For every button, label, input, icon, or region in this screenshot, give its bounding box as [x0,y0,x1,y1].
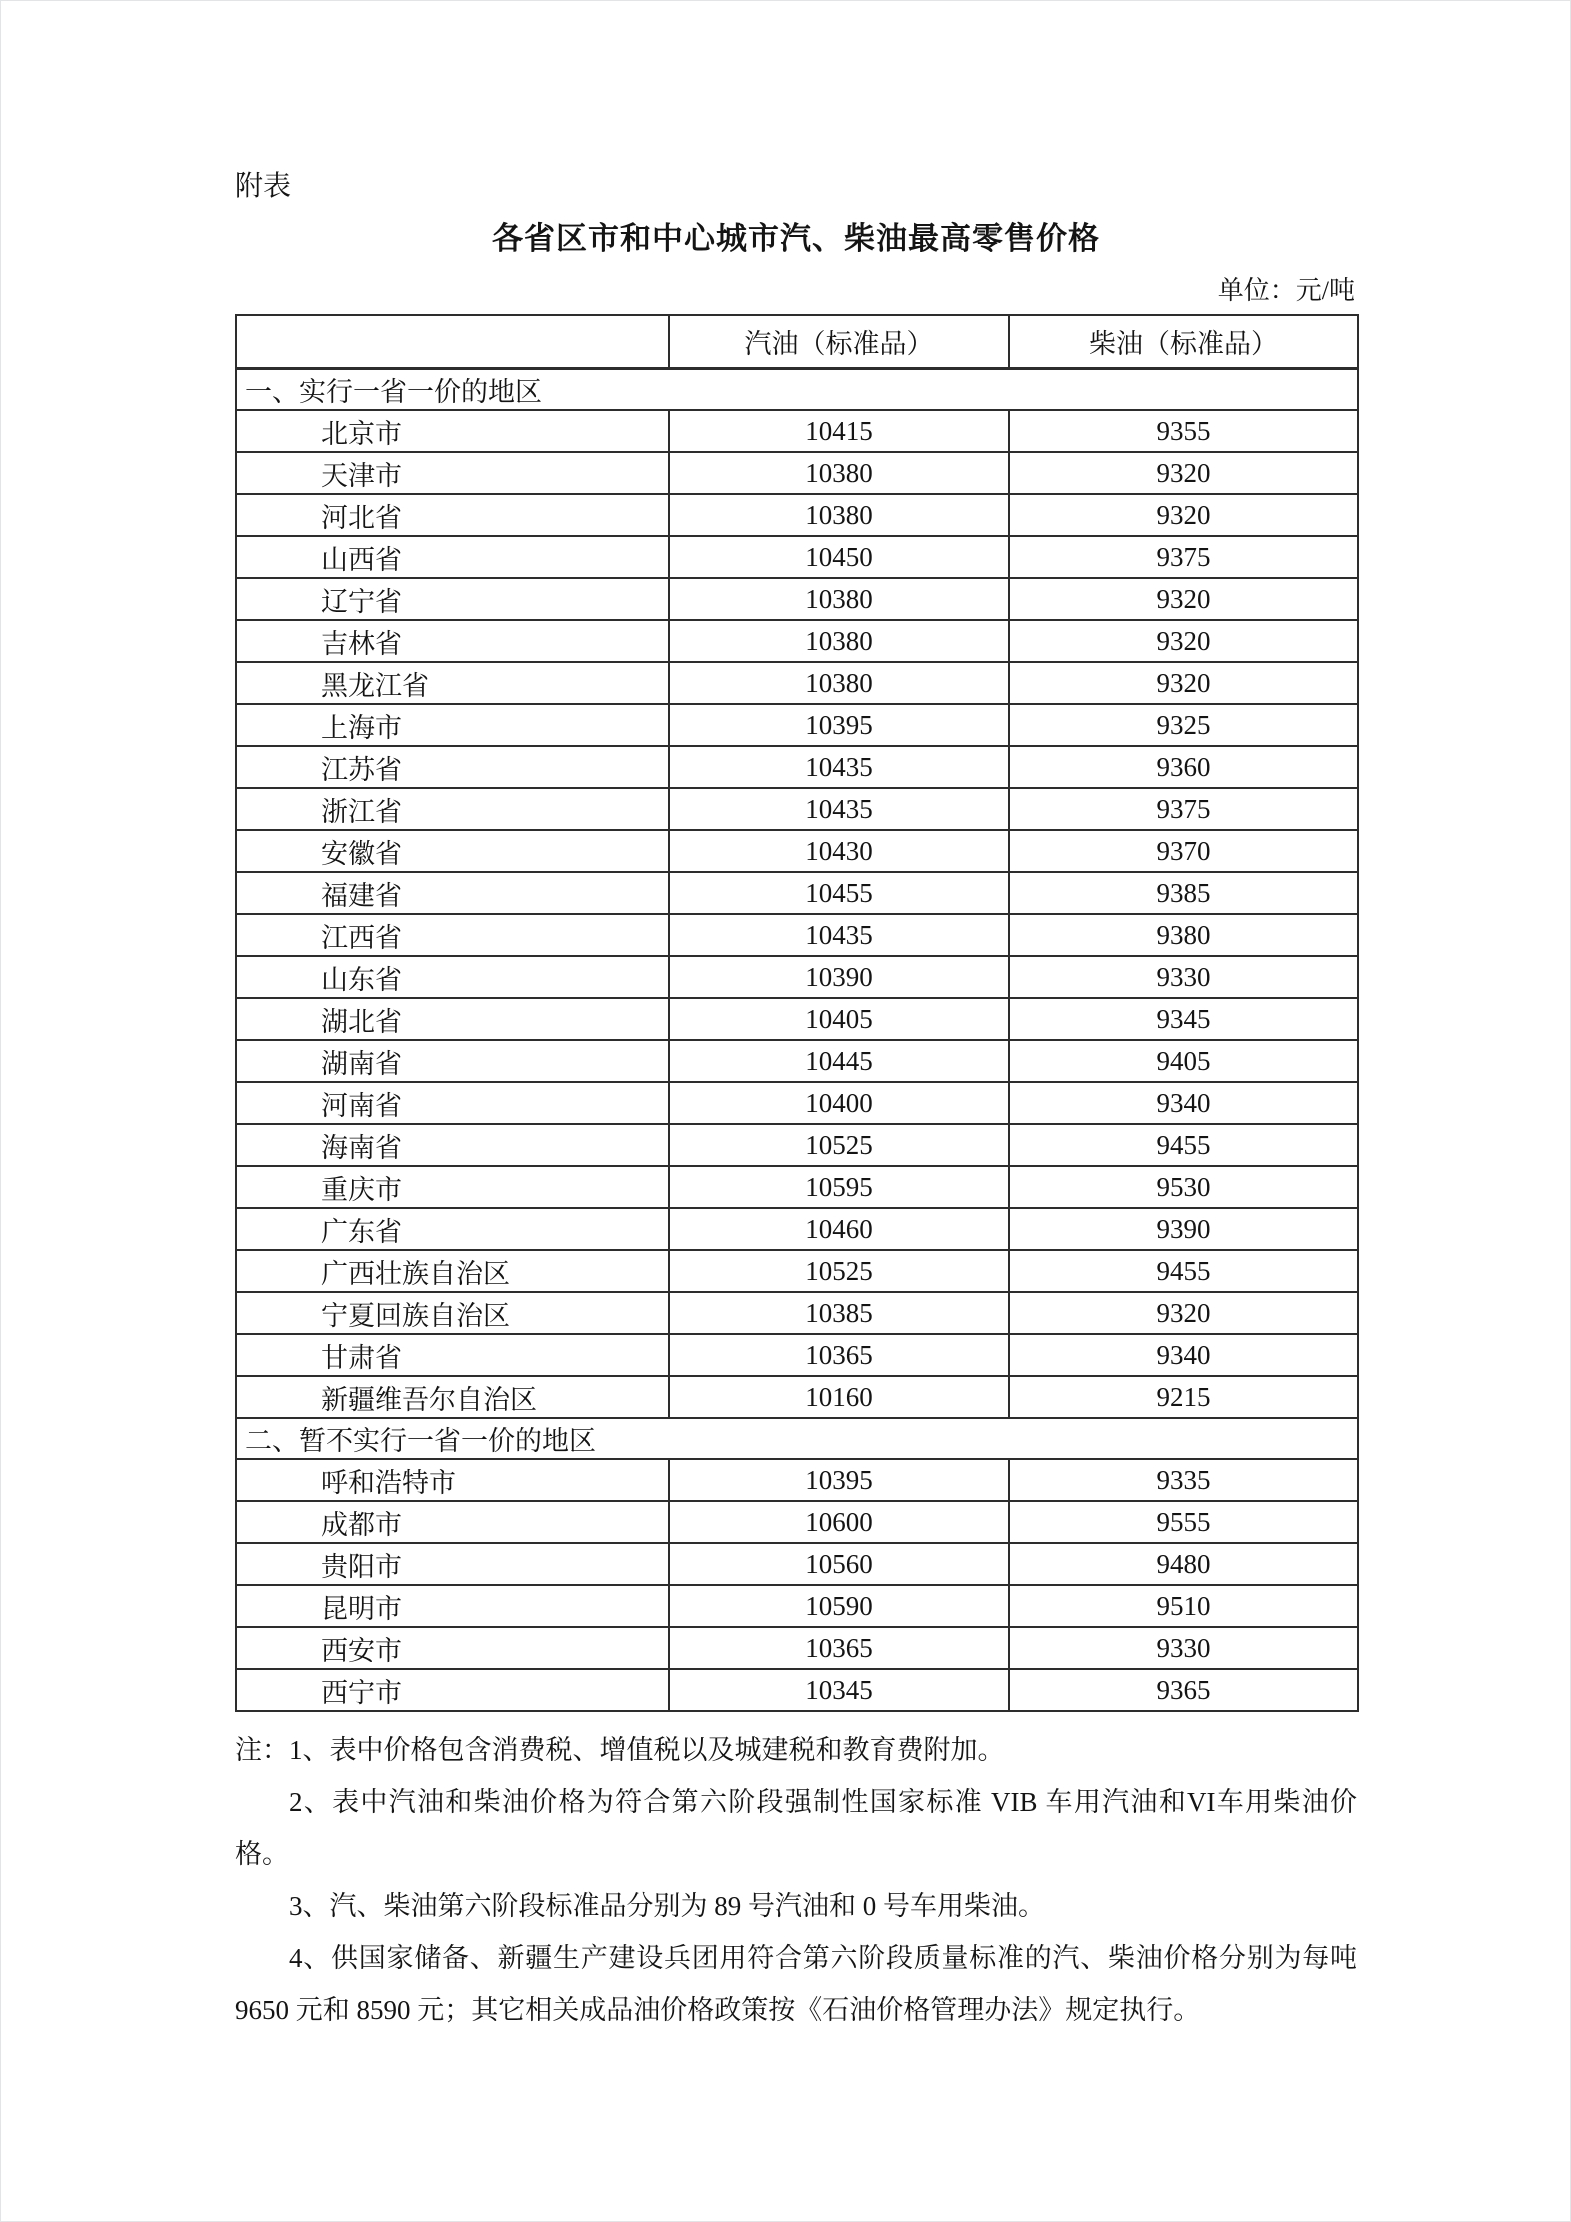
gasoline-price-cell: 10380 [669,662,1009,704]
diesel-price-cell: 9375 [1009,536,1358,578]
table-row [236,1334,1358,1376]
region-cell: 江西省 [236,914,669,956]
table-row [236,578,1358,620]
diesel-price-cell: 9345 [1009,998,1358,1040]
diesel-price-cell: 9320 [1009,578,1358,620]
section-heading-row [236,1418,1358,1459]
diesel-price-cell: 9360 [1009,746,1358,788]
gasoline-price-cell: 10525 [669,1250,1009,1292]
diesel-price-cell: 9330 [1009,1627,1358,1669]
gasoline-price-cell: 10395 [669,704,1009,746]
diesel-price-cell: 9215 [1009,1376,1358,1418]
table-row [236,914,1358,956]
region-cell: 广东省 [236,1208,669,1250]
region-cell: 湖南省 [236,1040,669,1082]
region-cell: 呼和浩特市 [236,1459,669,1501]
region-cell: 辽宁省 [236,578,669,620]
region-cell: 重庆市 [236,1166,669,1208]
region-cell: 安徽省 [236,830,669,872]
diesel-price-cell: 9320 [1009,620,1358,662]
diesel-price-cell: 9320 [1009,494,1358,536]
region-cell: 成都市 [236,1501,669,1543]
gasoline-price-cell: 10385 [669,1292,1009,1334]
table-row [236,1040,1358,1082]
table-row [236,788,1358,830]
table-row [236,1501,1358,1543]
table-row [236,1292,1358,1334]
region-cell: 宁夏回族自治区 [236,1292,669,1334]
gasoline-price-cell: 10435 [669,914,1009,956]
gasoline-price-cell: 10405 [669,998,1009,1040]
diesel-price-cell: 9530 [1009,1166,1358,1208]
region-cell: 西宁市 [236,1669,669,1711]
region-cell: 海南省 [236,1124,669,1166]
table-row [236,998,1358,1040]
region-cell: 西安市 [236,1627,669,1669]
region-cell: 上海市 [236,704,669,746]
gasoline-price-cell: 10595 [669,1166,1009,1208]
table-row [236,1208,1358,1250]
diesel-price-cell: 9340 [1009,1082,1358,1124]
diesel-price-cell: 9370 [1009,830,1358,872]
page-title: 各省区市和中心城市汽、柴油最高零售价格 [492,221,1100,257]
diesel-price-cell: 9365 [1009,1669,1358,1711]
gasoline-price-cell: 10160 [669,1376,1009,1418]
table-row [236,620,1358,662]
gasoline-price-cell: 10445 [669,1040,1009,1082]
table-row [236,746,1358,788]
diesel-price-cell: 9330 [1009,956,1358,998]
table-row [236,1082,1358,1124]
diesel-price-cell: 9385 [1009,872,1358,914]
region-cell: 贵阳市 [236,1543,669,1585]
gasoline-price-cell: 10455 [669,872,1009,914]
gasoline-price-cell: 10380 [669,494,1009,536]
gasoline-price-cell: 10380 [669,452,1009,494]
note-line: 3、汽、柴油第六阶段标准品分别为 89 号汽油和 0 号车用柴油。 [289,1891,1045,1922]
gasoline-price-cell: 10415 [669,410,1009,452]
diesel-price-cell: 9405 [1009,1040,1358,1082]
diesel-price-cell: 9355 [1009,410,1358,452]
note-line: 4、供国家储备、新疆生产建设兵团用符合第六阶段质量标准的汽、柴油价格分别为每吨 9650 元和 8590 元；其它相关成品油价格政策按《石油价格管理办法》规定执行。 [235,1943,1357,2026]
region-cell: 福建省 [236,872,669,914]
table-row [236,830,1358,872]
diesel-price-cell: 9510 [1009,1585,1358,1627]
gasoline-price-cell: 10380 [669,578,1009,620]
col-header-region [236,315,669,369]
region-cell: 山西省 [236,536,669,578]
gasoline-price-cell: 10560 [669,1543,1009,1585]
table-row [236,536,1358,578]
table-row [236,1459,1358,1501]
table-row [236,1250,1358,1292]
notes-block [235,1724,1357,2036]
region-cell: 北京市 [236,410,669,452]
gasoline-price-cell: 10450 [669,536,1009,578]
col-header-diesel: 柴油（标准品） [1009,315,1358,369]
gasoline-price-cell: 10600 [669,1501,1009,1543]
diesel-price-cell: 9455 [1009,1124,1358,1166]
gasoline-price-cell: 10435 [669,746,1009,788]
diesel-price-cell: 9320 [1009,1292,1358,1334]
table-row [236,1585,1358,1627]
region-cell: 甘肃省 [236,1334,669,1376]
gasoline-price-cell: 10435 [669,788,1009,830]
table-row [236,662,1358,704]
gasoline-price-cell: 10590 [669,1585,1009,1627]
region-cell: 吉林省 [236,620,669,662]
table-row [236,1376,1358,1418]
table-row [236,1627,1358,1669]
gasoline-price-cell: 10365 [669,1627,1009,1669]
table-row [236,1669,1358,1711]
diesel-price-cell: 9555 [1009,1501,1358,1543]
region-cell: 黑龙江省 [236,662,669,704]
gasoline-price-cell: 10460 [669,1208,1009,1250]
table-row [236,872,1358,914]
table-row [236,704,1358,746]
attachment-label: 附表 [235,171,292,202]
gasoline-price-cell: 10345 [669,1669,1009,1711]
diesel-price-cell: 9320 [1009,662,1358,704]
section-heading-row [236,369,1358,411]
diesel-price-cell: 9325 [1009,704,1358,746]
gasoline-price-cell: 10430 [669,830,1009,872]
region-cell: 江苏省 [236,746,669,788]
col-header-gasoline: 汽油（标准品） [669,315,1009,369]
region-cell: 河南省 [236,1082,669,1124]
gasoline-price-cell: 10400 [669,1082,1009,1124]
region-cell: 浙江省 [236,788,669,830]
diesel-price-cell: 9335 [1009,1459,1358,1501]
diesel-price-cell: 9455 [1009,1250,1358,1292]
page-content [235,1,1357,2036]
region-cell: 昆明市 [236,1585,669,1627]
region-cell: 山东省 [236,956,669,998]
region-cell: 新疆维吾尔自治区 [236,1376,669,1418]
gasoline-price-cell: 10525 [669,1124,1009,1166]
region-cell: 湖北省 [236,998,669,1040]
unit-label: 单位：元/吨 [1217,275,1355,305]
region-cell: 广西壮族自治区 [236,1250,669,1292]
table-row [236,1166,1358,1208]
table-row [236,410,1358,452]
note-line: 注：1、表中价格包含消费税、增值税以及城建税和教育费附加。 [235,1735,1005,1766]
section-heading: 一、实行一省一价的地区 [236,369,1358,411]
table-header [236,315,1358,369]
gasoline-price-cell: 10390 [669,956,1009,998]
price-table [235,314,1359,1713]
table-row [236,956,1358,998]
table-row [236,494,1358,536]
diesel-price-cell: 9390 [1009,1208,1358,1250]
header-row [236,315,1358,369]
region-cell: 天津市 [236,452,669,494]
gasoline-price-cell: 10380 [669,620,1009,662]
table-row [236,1543,1358,1585]
note-line: 2、表中汽油和柴油价格为符合第六阶段强制性国家标准 VIB 车用汽油和VI车用柴油价格。 [235,1787,1357,1870]
diesel-price-cell: 9380 [1009,914,1358,956]
table-row [236,452,1358,494]
section-heading: 二、暂不实行一省一价的地区 [236,1418,1358,1459]
gasoline-price-cell: 10365 [669,1334,1009,1376]
gasoline-price-cell: 10395 [669,1459,1009,1501]
diesel-price-cell: 9340 [1009,1334,1358,1376]
diesel-price-cell: 9320 [1009,452,1358,494]
table-row [236,1124,1358,1166]
diesel-price-cell: 9480 [1009,1543,1358,1585]
region-cell: 河北省 [236,494,669,536]
diesel-price-cell: 9375 [1009,788,1358,830]
table-body [236,369,1358,1712]
